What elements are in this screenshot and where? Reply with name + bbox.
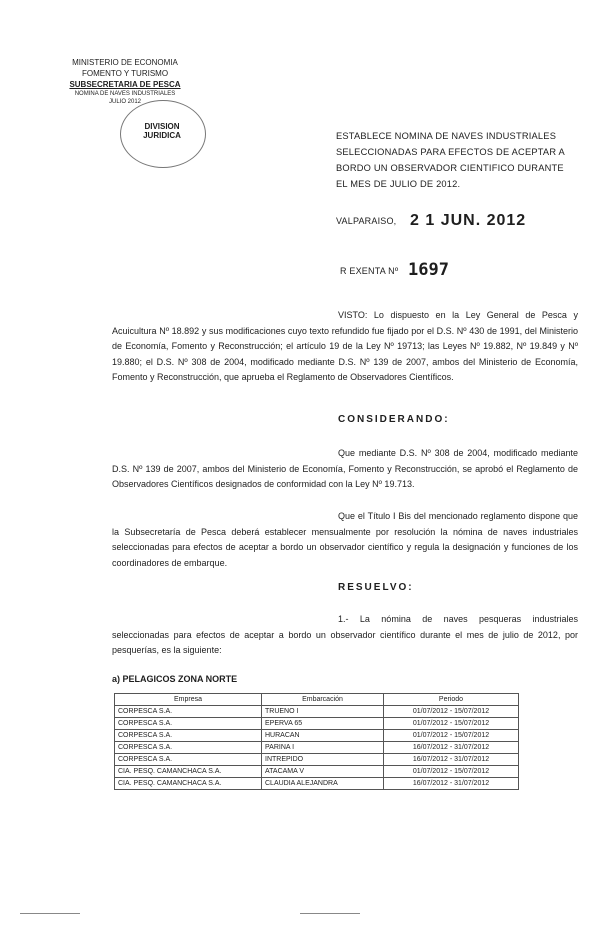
cell-periodo: 01/07/2012 - 15/07/2012 (384, 706, 519, 718)
subsecretaria-name: SUBSECRETARIA DE PESCA (69, 80, 181, 89)
seal-text (132, 122, 192, 140)
reference-date: JULIO 2012 (108, 99, 142, 105)
table-row (115, 766, 519, 778)
cell-embarcacion: EPERVA 65 (262, 718, 384, 730)
cell-embarcacion: INTREPIDO (262, 754, 384, 766)
considerando-title: CONSIDERANDO: (338, 414, 450, 425)
resolution-number: 1697 (408, 260, 449, 280)
cell-empresa: CORPESCA S.A. (115, 718, 262, 730)
cell-empresa: CIA. PESQ. CAMANCHACA S.A. (115, 766, 262, 778)
considerando-paragraph-1: Que mediante D.S. Nº 308 de 2004, modificado mediante D.S. Nº 139 de 2007, ambos del Ministerio de Economía, Fomento y Reconstrucción, se aprobó el Reglamento de Observadores Científicos designados de conformidad con la Ley Nº 19.713. (112, 448, 578, 489)
cell-periodo: 01/07/2012 - 15/07/2012 (384, 718, 519, 730)
scan-artifact (300, 913, 360, 914)
ministry-name: MINISTERIO DE ECONOMIA (72, 58, 178, 67)
table-row (115, 754, 519, 766)
table-header-row (115, 694, 519, 706)
table-row (115, 742, 519, 754)
resuelvo-title: RESUELVO: (338, 582, 414, 593)
cell-empresa: CORPESCA S.A. (115, 730, 262, 742)
column-header-periodo: Periodo (384, 694, 519, 706)
cell-embarcacion: PARINA I (262, 742, 384, 754)
cell-empresa: CORPESCA S.A. (115, 706, 262, 718)
cell-periodo: 01/07/2012 - 15/07/2012 (384, 730, 519, 742)
vessel-table (114, 693, 519, 790)
seal-line-2: JURIDICA (143, 131, 181, 140)
place-label: VALPARAISO, (336, 216, 397, 226)
cell-empresa: CIA. PESQ. CAMANCHACA S.A. (115, 778, 262, 790)
cell-periodo: 16/07/2012 - 31/07/2012 (384, 742, 519, 754)
letterhead (62, 57, 188, 106)
resuelvo-paragraph-1: 1.- La nómina de naves pesqueras industriales seleccionadas para efectos de aceptar a bordo un observador científico durante el mes de julio de 2012, por pesquerías, es la siguiente: (112, 614, 578, 655)
date-stamp: 2 1 JUN. 2012 (410, 212, 527, 229)
cell-periodo: 16/07/2012 - 31/07/2012 (384, 778, 519, 790)
considerando-paragraph-2: Que el Título I Bis del mencionado reglamento dispone que la Subsecretaría de Pesca deberá establecer mensualmente por resolución la nómina de naves industriales seleccionadas para efectos de aceptar a bordo un observador científico y regula la designación y funciones de los coordinadores de embarque. (112, 511, 578, 568)
cell-embarcacion: CLAUDIA ALEJANDRA (262, 778, 384, 790)
table-row (115, 730, 519, 742)
cell-empresa: CORPESCA S.A. (115, 742, 262, 754)
seal-line-1: DIVISION (144, 122, 180, 131)
cell-empresa: CORPESCA S.A. (115, 754, 262, 766)
cell-embarcacion: HURACAN (262, 730, 384, 742)
visto-paragraph: VISTO: Lo dispuesto en la Ley General de Pesca y Acuicultura Nº 18.892 y sus modificaciones cuyo texto refundido fue fijado por el D.S. Nº 430 de 1991, del Ministerio de Economía, Fomento y Reconstrucción; el artículo 19 de la Ley Nº 19713; las Leyes Nº 19.882, Nº 19.849 y Nº 19.880; el D.S. Nº 308 de 2004, modificado mediante D.S. Nº 139 de 2007, ambos del Ministerio de Economía, Fomento y Reconstrucción, que aprueba el Reglamento de Observadores Científicos. (112, 310, 578, 382)
scan-artifact (20, 913, 80, 914)
cell-embarcacion: ATACAMA V (262, 766, 384, 778)
table-row (115, 718, 519, 730)
zone-title: a) PELAGICOS ZONA NORTE (112, 674, 238, 684)
table-row (115, 778, 519, 790)
document-heading: ESTABLECE NOMINA DE NAVES INDUSTRIALES SELECCIONADAS PARA EFECTOS DE ACEPTAR A BORDO UN OBSERVADOR CIENTIFICO DURANTE EL MES DE JULIO DE 2012. (336, 131, 565, 189)
column-header-empresa: Empresa (115, 694, 262, 706)
column-header-embarcacion: Embarcación (262, 694, 384, 706)
table-row (115, 706, 519, 718)
cell-periodo: 01/07/2012 - 15/07/2012 (384, 766, 519, 778)
resolution-label: R EXENTA Nº (340, 266, 399, 276)
ministry-name-2: FOMENTO Y TURISMO (81, 69, 169, 78)
cell-embarcacion: TRUENO I (262, 706, 384, 718)
reference-line: NOMINA DE NAVES INDUSTRIALES (74, 91, 176, 97)
cell-periodo: 16/07/2012 - 31/07/2012 (384, 754, 519, 766)
